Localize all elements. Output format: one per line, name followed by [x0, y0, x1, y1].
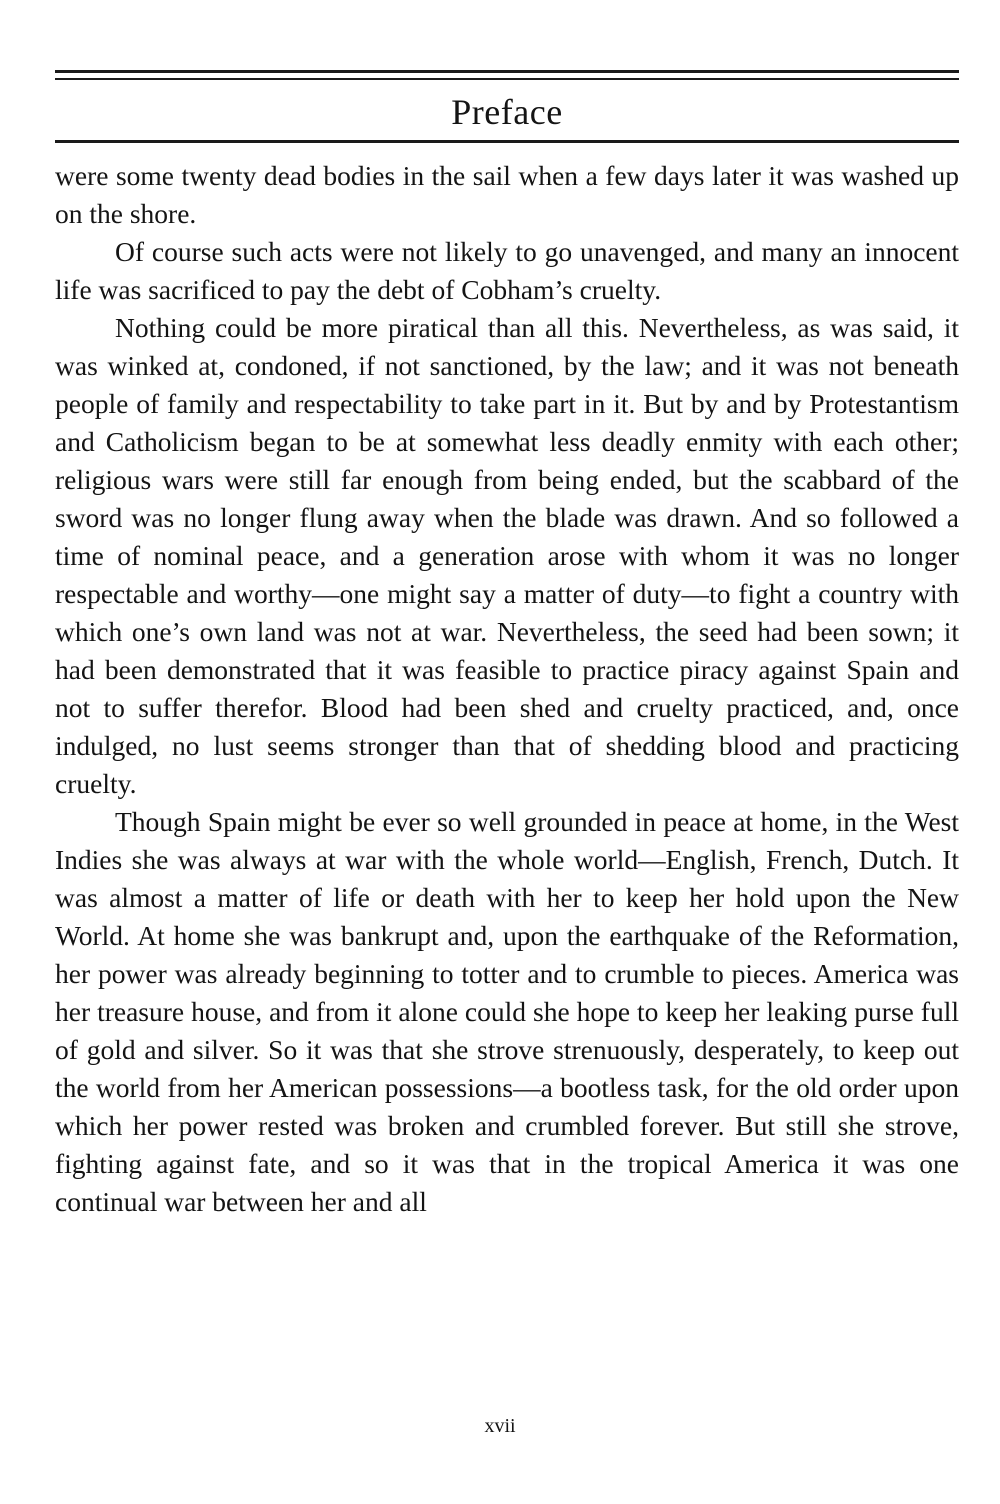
paragraph-3: Nothing could be more piratical than all this. Nevertheless, as was said, it was winked at, condoned, if not sanctioned, by the law; and it was not beneath people of family and respectability to take part in it. But by and by Protestantism and Catholicism began to be at somewhat less deadly enmity with each other; religious wars were still far enough from being ended, but the scabbard of the sword was no longer flung away when the blade was drawn. And so followed a time of nominal peace, and a generation arose with whom it was no longer respectable and worthy—one might say a matter of duty—to fight a country with which one’s own land was not at war. Nevertheless, the seed had been sown; it had been demonstrated that it was feasible to practice piracy against Spain and not to suffer therefor. Blood had been shed and cruelty practiced, and, once indulged, no lust seems stronger than that of shedding blood and practicing cruelty.	[55, 311, 959, 799]
paragraph-1: were some twenty dead bodies in the sail when a few days later it was washed up on the shore.	[55, 159, 959, 229]
page-number: xvii	[484, 1415, 516, 1437]
body-text	[55, 157, 959, 1221]
header-rule-bottom	[55, 140, 959, 143]
running-header-title: Preface	[451, 91, 563, 132]
page	[55, 68, 959, 1221]
header-rule-top-thin	[55, 78, 959, 80]
header-rule-top	[55, 70, 959, 73]
paragraph-4: Though Spain might be ever so well grounded in peace at home, in the West Indies she was always at war with the whole world—English, French, Dutch. It was almost a matter of life or death with her to keep her hold upon the New World. At home she was bankrupt and, upon the earthquake of the Reformation, her power was already beginning to totter and to crumble to pieces. America was her treasure house, and from it alone could she hope to keep her leaking purse full of gold and silver. So it was that she strove strenuously, desperately, to keep out the world from her American possessions—a bootless task, for the old order upon which her power rested was broken and crumbled forever. But still she strove, fighting against fate, and so it was that in the tropical America it was one continual war between her and all	[55, 805, 959, 1217]
paragraph-2: Of course such acts were not likely to go unavenged, and many an innocent life was sacrificed to pay the debt of Cobham’s cruelty.	[55, 235, 959, 305]
